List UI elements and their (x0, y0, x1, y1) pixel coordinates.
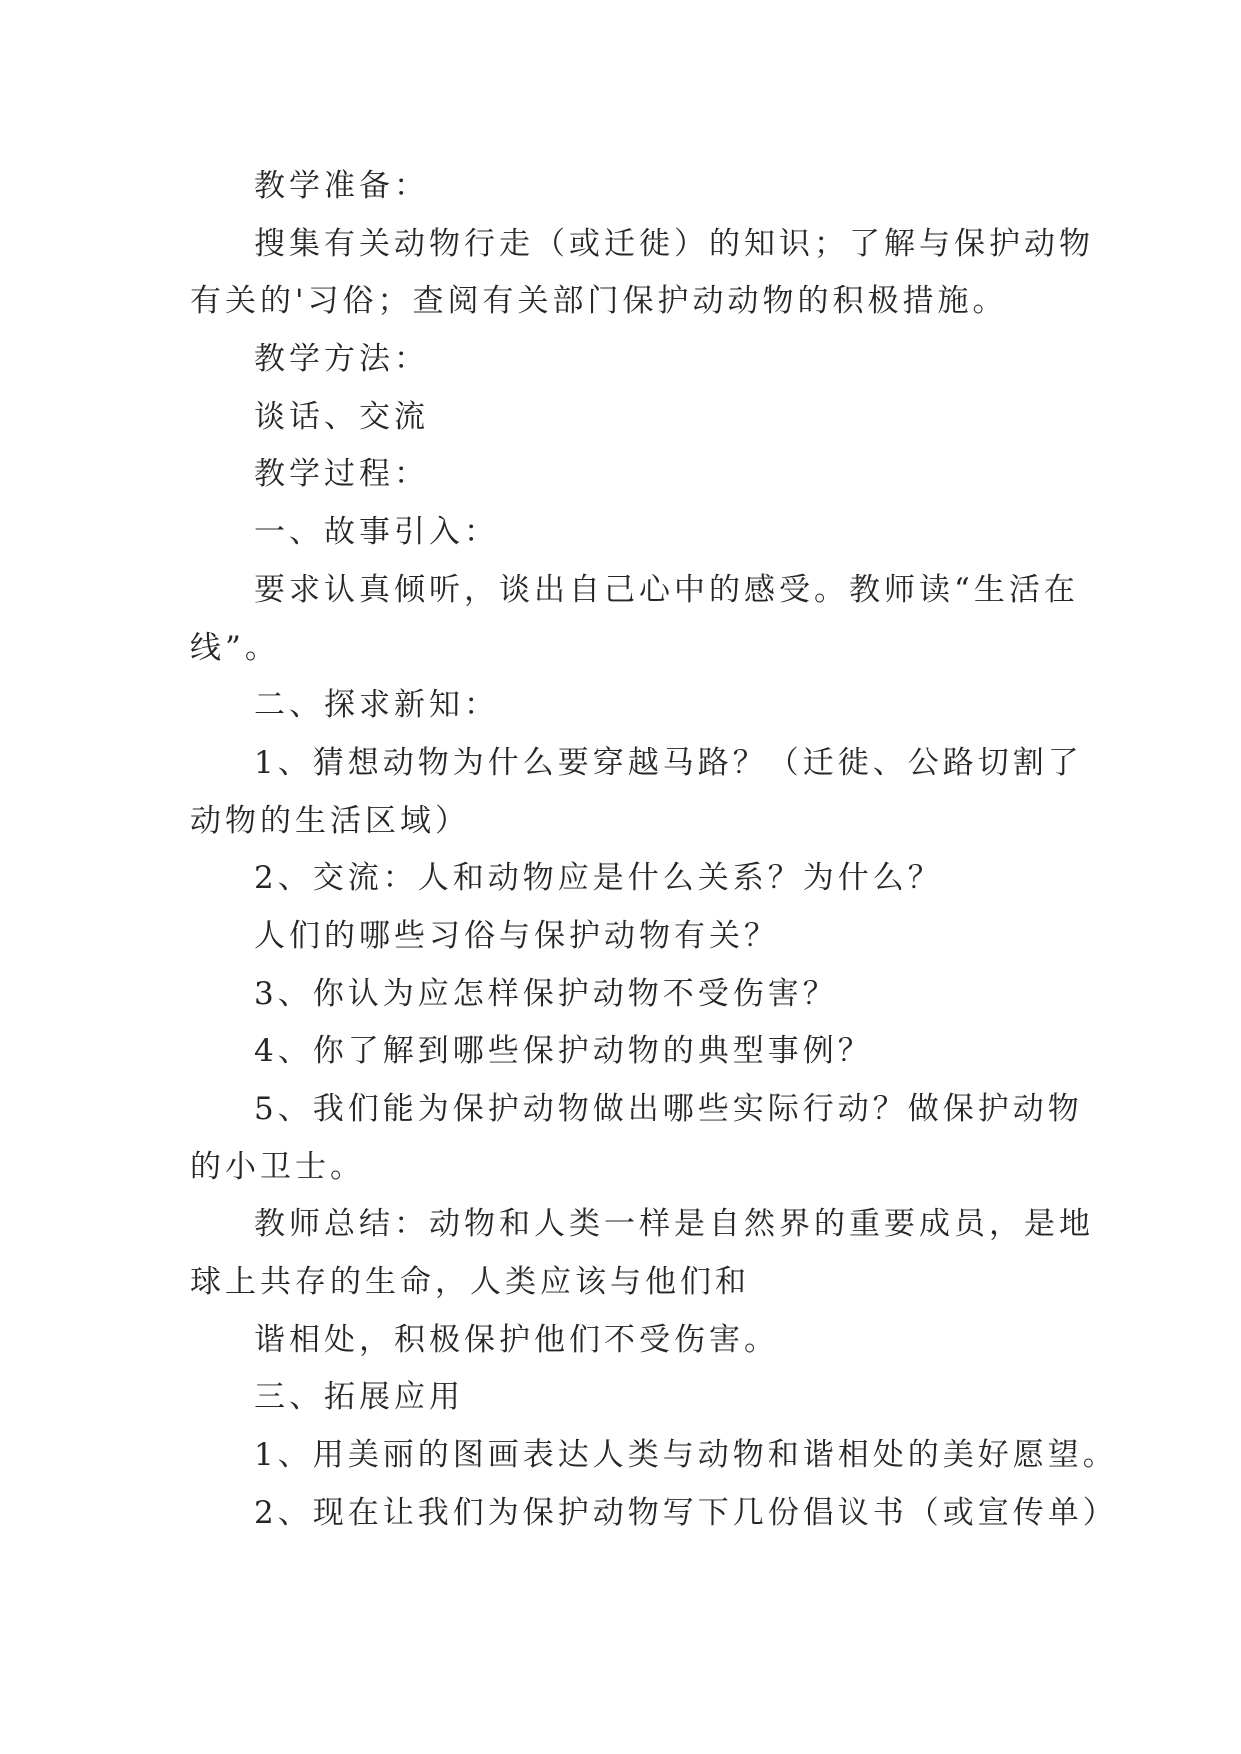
section-heading: 二、探求新知： (254, 687, 499, 724)
paragraph-line: 线”。 (190, 629, 280, 666)
list-item-continuation: 动物的生活区域） (190, 802, 470, 839)
paragraph-line: 球上共存的生命，人类应该与他们和 (190, 1264, 750, 1301)
list-item: 3、你认为应怎样保护动物不受伤害？ (254, 975, 838, 1012)
document-body (190, 158, 1118, 1543)
section-heading: 一、故事引入： (254, 514, 499, 551)
paragraph-line: 有关的'习俗；查阅有关部门保护动动物的积极措施。 (190, 283, 1008, 320)
paragraph-line: 谐相处，积极保护他们不受伤害。 (254, 1321, 779, 1358)
list-item: 2、现在让我们为保护动物写下几份倡议书（或宣传单） (254, 1494, 1118, 1531)
heading-method: 教学方法： (254, 341, 429, 378)
list-item: 1、猜想动物为什么要穿越马路？（迁徙、公路切割了 (254, 744, 1083, 781)
list-item: 5、我们能为保护动物做出哪些实际行动？做保护动物 (254, 1091, 1083, 1127)
paragraph-line: 搜集有关动物行走（或迁徙）的知识；了解与保护动物 (254, 225, 1094, 262)
list-item: 1、用美丽的图画表达人类与动物和谐相处的美好愿望。 (254, 1437, 1118, 1474)
heading-preparation: 教学准备： (254, 168, 429, 204)
section-heading: 三、拓展应用 (254, 1379, 464, 1416)
list-item-continuation: 的小卫士。 (190, 1148, 365, 1185)
paragraph-line: 教师总结：动物和人类一样是自然界的重要成员，是地 (254, 1206, 1094, 1243)
paragraph-line: 谈话、交流 (254, 398, 429, 435)
paragraph-line: 人们的哪些习俗与保护动物有关？ (254, 917, 779, 954)
paragraph-line: 要求认真倾听，谈出自己心中的感受。教师读“生活在 (254, 571, 1079, 608)
heading-process: 教学过程： (254, 456, 429, 493)
list-item: 4、你了解到哪些保护动物的典型事例？ (254, 1033, 873, 1070)
list-item: 2、交流：人和动物应是什么关系？为什么？ (254, 860, 943, 897)
